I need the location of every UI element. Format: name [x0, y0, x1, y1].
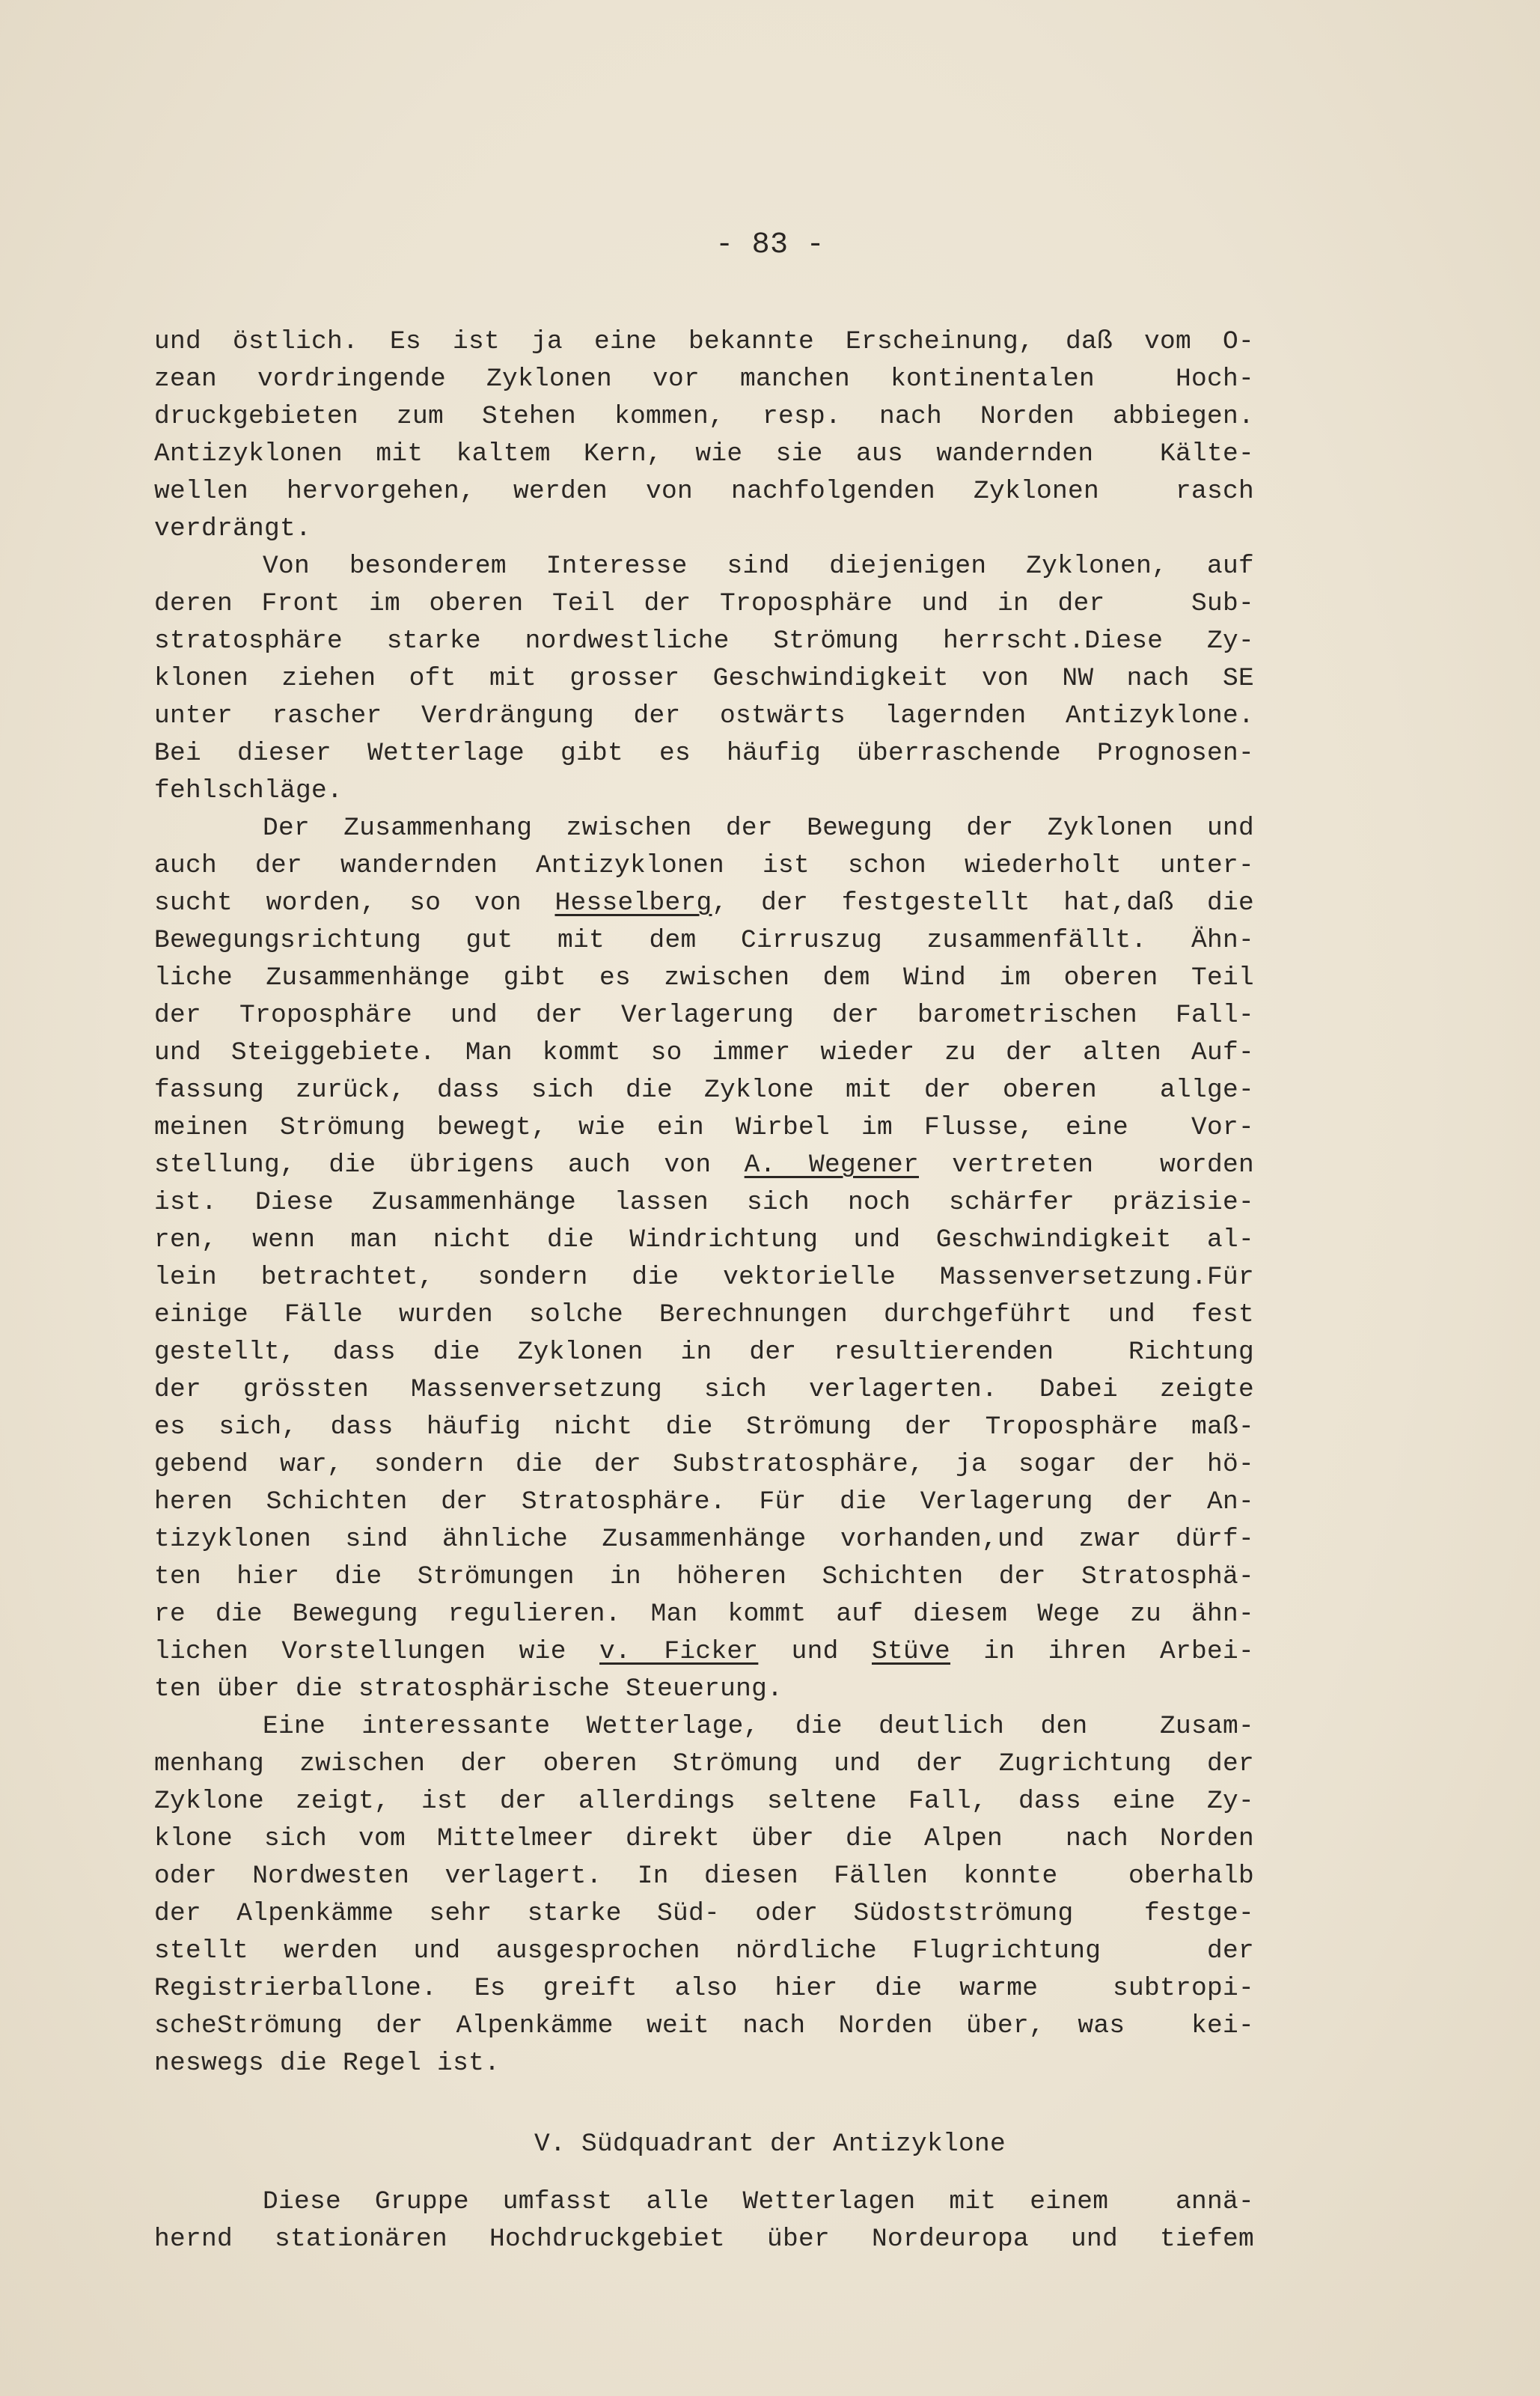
text-line: und Steiggebiete. Man kommt so immer wieder zu der alten Auf-	[154, 1038, 1254, 1067]
text-line: oder Nordwesten verlagert. In diesen Fällen konnte oberhalb	[154, 1862, 1254, 1891]
text-line: und östlich. Es ist ja eine bekannte Erscheinung, daß vom O-	[154, 327, 1254, 356]
text-line: der Alpenkämme sehr starke Süd- oder Südostströmung festge-	[154, 1899, 1254, 1928]
text-line: ten über die stratosphärische Steuerung.	[154, 1674, 783, 1704]
section-heading: V. Südquadrant der Antizyklone	[534, 2130, 1006, 2159]
text-line: menhang zwischen der oberen Strömung und der Zugrichtung der	[154, 1749, 1254, 1778]
text-line: stratosphäre starke nordwestliche Strömung herrscht.Diese Zy-	[154, 627, 1254, 656]
text-line: Bewegungsrichtung gut mit dem Cirruszug zusammenfällt. Ähn-	[154, 926, 1254, 955]
text-line	[154, 885, 1254, 922]
text-line: fehlschläge.	[154, 776, 343, 805]
text-line: ten hier die Strömungen in höheren Schichten der Stratosphä-	[154, 1562, 1254, 1591]
text-line: druckgebieten zum Stehen kommen, resp. nach Norden abbiegen.	[154, 402, 1254, 431]
text-line: Registrierballone. Es greift also hier die warme subtropi-	[154, 1974, 1254, 2003]
text-line: meinen Strömung bewegt, wie ein Wirbel im Flusse, eine Vor-	[154, 1113, 1254, 1142]
text-run: stellung, die übrigens auch von	[154, 1150, 745, 1180]
text-run: lichen Vorstellungen wie	[154, 1637, 600, 1666]
text-line: Antizyklonen mit kaltem Kern, wie sie aus wandernden Kälte-	[154, 439, 1254, 469]
text-line: gebend war, sondern die der Substratosphäre, ja sogar der hö-	[154, 1450, 1254, 1479]
underlined-author-name: v. Ficker	[599, 1637, 759, 1666]
text-line: heren Schichten der Stratosphäre. Für die Verlagerung der An-	[154, 1487, 1254, 1516]
text-line: Diese Gruppe umfasst alle Wetterlagen mit einem annä-	[263, 2187, 1254, 2216]
text-line: klone sich vom Mittelmeer direkt über die Alpen nach Norden	[154, 1824, 1254, 1853]
text-line: Zyklone zeigt, ist der allerdings seltene Fall, dass eine Zy-	[154, 1787, 1254, 1816]
text-line: auch der wandernden Antizyklonen ist schon wiederholt unter-	[154, 851, 1254, 880]
text-line: wellen hervorgehen, werden von nachfolgenden Zyklonen rasch	[154, 477, 1254, 506]
text-line: Von besonderem Interesse sind diejenigen Zyklonen, auf	[263, 552, 1254, 581]
text-line: fassung zurück, dass sich die Zyklone mit der oberen allge-	[154, 1076, 1254, 1105]
text-line: ren, wenn man nicht die Windrichtung und Geschwindigkeit al-	[154, 1225, 1254, 1255]
text-line: Der Zusammenhang zwischen der Bewegung der Zyklonen und	[263, 814, 1254, 843]
text-run: sucht worden, so von	[154, 888, 555, 918]
underlined-author-name: Hesselberg	[554, 888, 712, 918]
text-run: in ihren Arbei-	[950, 1637, 1255, 1666]
text-line: re die Bewegung regulieren. Man kommt auf diesem Wege zu ähn-	[154, 1600, 1254, 1629]
text-run: vertreten worden	[919, 1150, 1254, 1180]
text-line: tizyklonen sind ähnliche Zusammenhänge vorhanden,und zwar dürf-	[154, 1525, 1254, 1554]
text-line	[154, 1147, 1254, 1184]
page-number: - 83 -	[715, 228, 825, 262]
text-line: scheStrömung der Alpenkämme weit nach Norden über, was kei-	[154, 2011, 1254, 2040]
text-line: klonen ziehen oft mit grosser Geschwindigkeit von NW nach SE	[154, 664, 1254, 693]
text-line: deren Front im oberen Teil der Troposphäre und in der Sub-	[154, 589, 1254, 618]
text-line: stellt werden und ausgesprochen nördliche Flugrichtung der	[154, 1936, 1254, 1966]
text-line: Bei dieser Wetterlage gibt es häufig überraschende Prognosen-	[154, 739, 1254, 768]
text-line: der grössten Massenversetzung sich verlagerten. Dabei zeigte	[154, 1375, 1254, 1404]
text-line: unter rascher Verdrängung der ostwärts lagernden Antizyklone.	[154, 701, 1254, 731]
text-run: und	[758, 1637, 872, 1666]
text-line	[154, 1633, 1254, 1671]
text-line: neswegs die Regel ist.	[154, 2049, 501, 2078]
underlined-author-name: Stüve	[872, 1637, 951, 1666]
text-line: hernd stationären Hochdruckgebiet über Nordeuropa und tiefem	[154, 2225, 1254, 2254]
text-line: ist. Diese Zusammenhänge lassen sich noch schärfer präzisie-	[154, 1188, 1254, 1217]
text-line: einige Fälle wurden solche Berechnungen durchgeführt und fest	[154, 1300, 1254, 1329]
text-line: zean vordringende Zyklonen vor manchen kontinentalen Hoch-	[154, 365, 1254, 394]
underlined-author-name: A. Wegener	[744, 1150, 919, 1180]
text-line: es sich, dass häufig nicht die Strömung der Troposphäre maß-	[154, 1412, 1254, 1442]
text-line: verdrängt.	[154, 514, 312, 543]
text-line: der Troposphäre und der Verlagerung der barometrischen Fall-	[154, 1001, 1254, 1030]
text-line: gestellt, dass die Zyklonen in der resultierenden Richtung	[154, 1338, 1254, 1367]
text-line: Eine interessante Wetterlage, die deutlich den Zusam-	[263, 1712, 1254, 1741]
text-run: , der festgestellt hat,daß die	[712, 888, 1254, 918]
text-line: lein betrachtet, sondern die vektorielle Massenversetzung.Für	[154, 1263, 1254, 1292]
text-line: liche Zusammenhänge gibt es zwischen dem Wind im oberen Teil	[154, 963, 1254, 993]
